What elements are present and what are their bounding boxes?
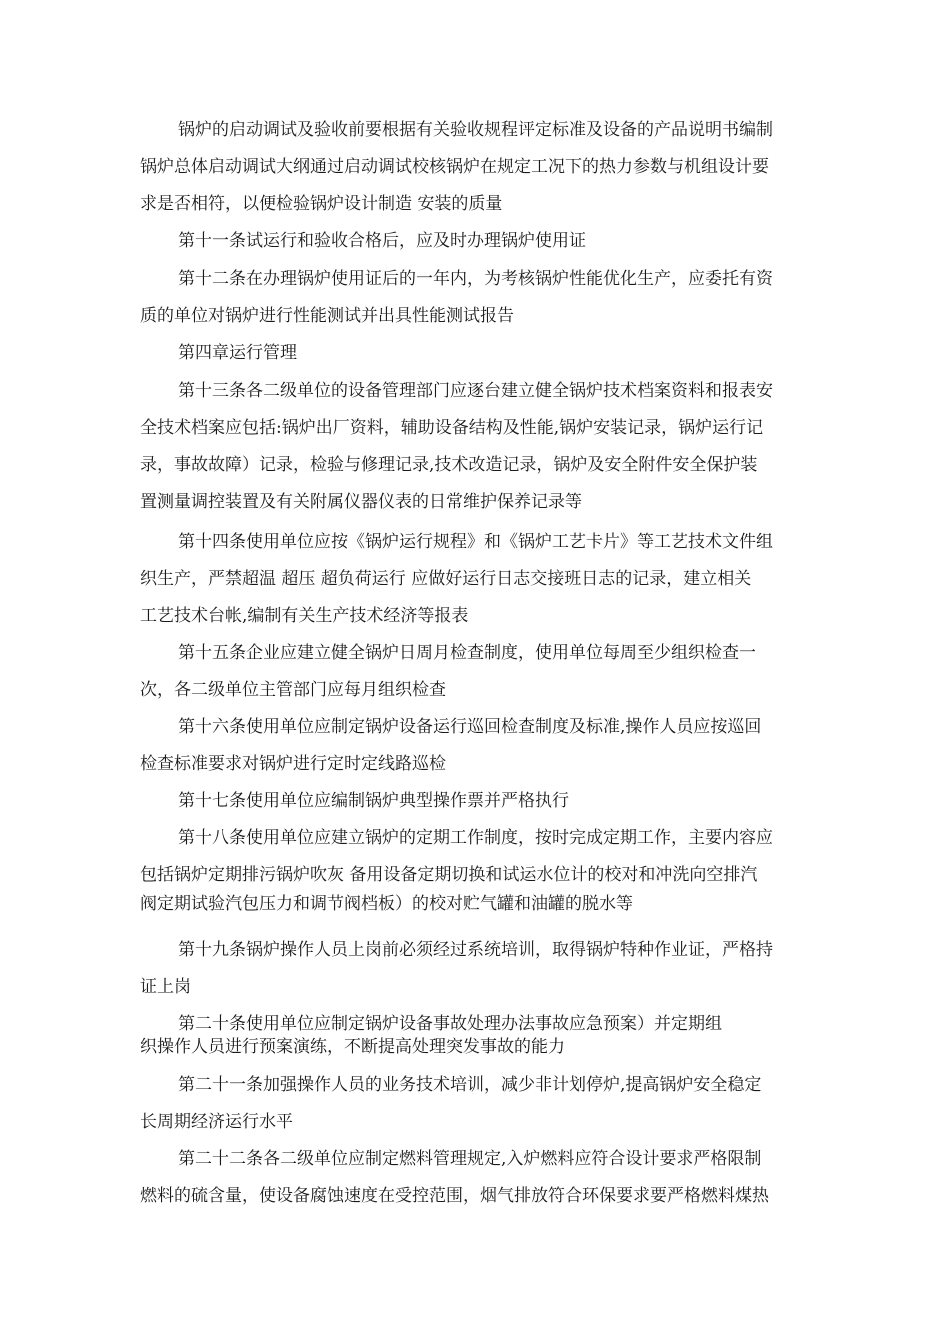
- text-line: 次，各二级单位主管部门应每月组织检查: [140, 680, 446, 700]
- text-line: 第二十一条加强操作人员的业务技术培训，减少非计划停炉,提高锅炉安全稳定: [178, 1075, 762, 1095]
- text-line: 检查标准要求对锅炉进行定时定线路巡检: [140, 754, 446, 774]
- text-line: 织操作人员进行预案演练，不断提高处理突发事故的能力: [140, 1037, 565, 1057]
- text-line: 第十一条试运行和验收合格后，应及时办理锅炉使用证: [178, 231, 586, 251]
- text-line: 燃料的硫含量，使设备腐蚀速度在受控范围，烟气排放符合环保要求要严格燃料煤热: [140, 1186, 769, 1206]
- text-line: 置测量调控装置及有关附属仪器仪表的日常维护保养记录等: [140, 492, 582, 512]
- text-line: 工艺技术台帐,编制有关生产技术经济等报表: [140, 606, 469, 626]
- text-line: 第二十二条各二级单位应制定燃料管理规定,入炉燃料应符合设计要求严格限制: [178, 1149, 762, 1169]
- text-line: 质的单位对锅炉进行性能测试并出具性能测试报告: [140, 306, 514, 326]
- text-line: 录，事故故障）记录，检验与修理记录,技术改造记录，锅炉及安全附件安全保护装: [140, 455, 758, 475]
- text-line: 第十二条在办理锅炉使用证后的一年内，为考核锅炉性能优化生产，应委托有资: [178, 269, 773, 289]
- text-line: 锅炉的启动调试及验收前要根据有关验收规程评定标准及设备的产品说明书编制: [178, 120, 773, 140]
- text-line: 第十八条使用单位应建立锅炉的定期工作制度，按时完成定期工作，主要内容应: [178, 828, 773, 848]
- text-line: 织生产，严禁超温 超压 超负荷运行 应做好运行日志交接班日志的记录，建立相关: [140, 569, 752, 589]
- text-line: 包括锅炉定期排污锅炉吹灰 备用设备定期切换和试运水位计的校对和冲洗向空排汽: [140, 865, 758, 885]
- text-line: 第十九条锅炉操作人员上岗前必须经过系统培训，取得锅炉特种作业证，严格持: [178, 940, 773, 960]
- text-line: 第十四条使用单位应按《锅炉运行规程》和《锅炉工艺卡片》等工艺技术文件组: [178, 532, 773, 552]
- text-line: 全技术档案应包括:锅炉出厂资料，辅助设备结构及性能,锅炉安装记录，锅炉运行记: [140, 418, 764, 438]
- text-line: 阀定期试验汽包压力和调节阀档板）的校对贮气罐和油罐的脱水等: [140, 894, 633, 914]
- text-line: 长周期经济运行水平: [140, 1112, 293, 1132]
- text-line: 证上岗: [140, 977, 191, 997]
- text-line: 第十七条使用单位应编制锅炉典型操作票并严格执行: [178, 791, 569, 811]
- text-line: 锅炉总体启动调试大纲通过启动调试校核锅炉在规定工况下的热力参数与机组设计要: [140, 157, 769, 177]
- chapter-heading: 第四章运行管理: [178, 343, 297, 363]
- text-line: 第十五条企业应建立健全锅炉日周月检查制度，使用单位每周至少组织检查一: [178, 643, 756, 663]
- text-line: 第二十条使用单位应制定锅炉设备事故处理办法事故应急预案）并定期组: [178, 1014, 722, 1034]
- text-line: 第十三条各二级单位的设备管理部门应逐台建立健全锅炉技术档案资料和报表安: [178, 381, 773, 401]
- text-line: 求是否相符，以便检验锅炉设计制造 安装的质量: [140, 194, 503, 214]
- text-line: 第十六条使用单位应制定锅炉设备运行巡回检查制度及标准,操作人员应按巡回: [178, 717, 762, 737]
